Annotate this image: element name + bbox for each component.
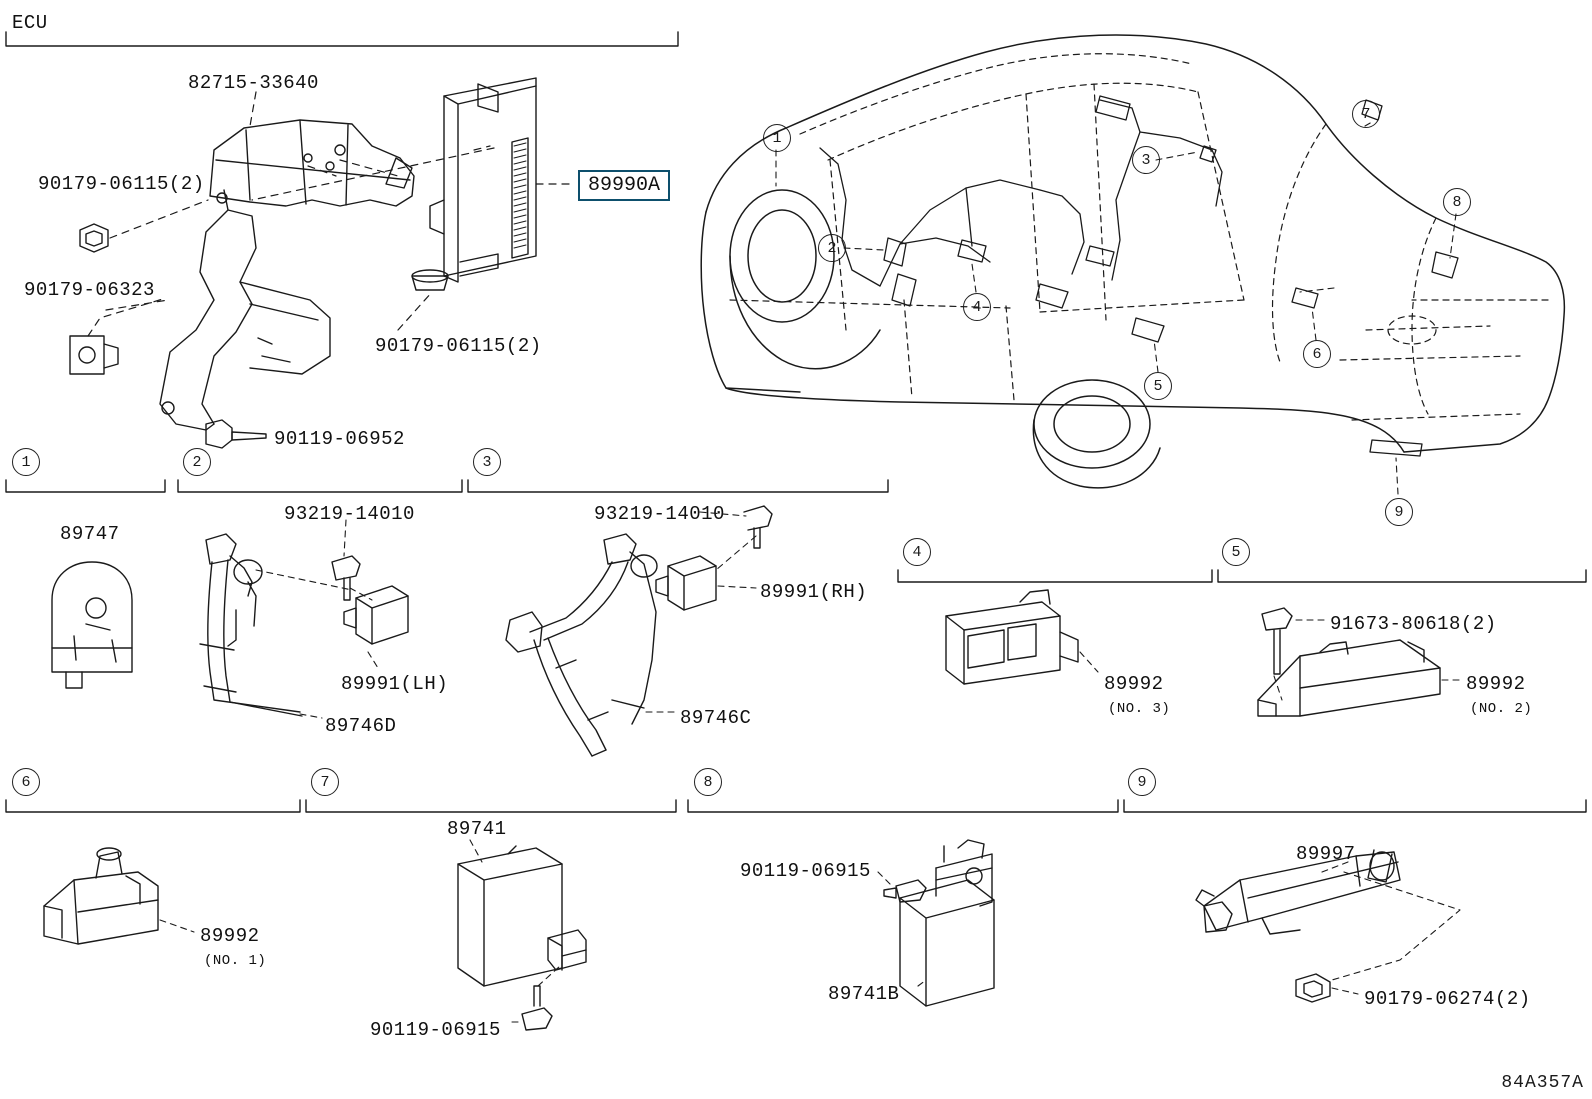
vehicle-wheels: [730, 190, 1160, 488]
part-sublabel-89992-no3: (NO. 3): [1108, 701, 1171, 717]
clip-90179-06323: [70, 336, 118, 374]
bracket-group-9: [1124, 800, 1586, 812]
nut-90179-06115-a: [80, 224, 108, 252]
vehicle-callout-1[interactable]: 1: [763, 124, 791, 152]
part-label-90179-06115-a: 90179-06115(2): [38, 173, 205, 195]
part-label-90179-06274: 90179-06274(2): [1364, 988, 1531, 1010]
bolt-90119-06915-g8: [884, 880, 926, 902]
part-sublabel-89992-no1: (NO. 1): [204, 953, 267, 969]
group-callout-1[interactable]: 1: [12, 448, 40, 476]
part-label-89746C: 89746C: [680, 707, 752, 729]
part-label-89992-no1: 89992: [200, 925, 260, 947]
bracket-group-6: [6, 800, 300, 812]
vehicle-callout-8[interactable]: 8: [1443, 188, 1471, 216]
vehicle-callout-2[interactable]: 2: [818, 234, 846, 262]
part-89992-no2-drawing: [1258, 640, 1440, 716]
group-callout-3[interactable]: 3: [473, 448, 501, 476]
grommet-90179-06274: [1296, 974, 1330, 1002]
part-89747-drawing: [52, 562, 132, 688]
group-callout-8[interactable]: 8: [694, 768, 722, 796]
part-label-82715-33640: 82715-33640: [188, 72, 319, 94]
part-label-89991-lh: 89991(LH): [341, 673, 449, 695]
group-callout-6[interactable]: 6: [12, 768, 40, 796]
part-89746C-drawing: [506, 534, 657, 756]
part-label-93219-14010-lh: 93219-14010: [284, 503, 415, 525]
part-label-89747: 89747: [60, 523, 120, 545]
section-title-ecu: ECU: [12, 12, 48, 34]
part-label-90119-06952: 90119-06952: [274, 428, 405, 450]
bracket-group-1: [6, 480, 165, 492]
part-label-89992-no3: 89992: [1104, 673, 1164, 695]
bolt-90119-06915-g7: [522, 986, 552, 1030]
part-89741-drawing: [458, 846, 586, 986]
group-callout-4[interactable]: 4: [903, 538, 931, 566]
part-label-93219-14010-rh: 93219-14010: [594, 503, 725, 525]
vehicle-callout-4[interactable]: 4: [963, 293, 991, 321]
group-callout-2[interactable]: 2: [183, 448, 211, 476]
drawing-code: 84A357A: [1501, 1073, 1584, 1093]
part-89746D-drawing: [200, 534, 302, 716]
part-label-89741: 89741: [447, 818, 507, 840]
vehicle-components: [884, 96, 1458, 456]
bracket-group-4: [898, 570, 1212, 582]
grommet-90179-06115-b: [412, 270, 448, 290]
ecu-module-89990A: [430, 78, 536, 282]
bolt-93219-14010-rh: [744, 506, 772, 548]
part-label-90119-06915-g7: 90119-06915: [370, 1019, 501, 1041]
bracket-group-8: [688, 800, 1118, 812]
vehicle-callout-3[interactable]: 3: [1132, 146, 1160, 174]
part-label-90179-06115-b: 90179-06115(2): [375, 335, 542, 357]
part-sublabel-89992-no2: (NO. 2): [1470, 701, 1533, 717]
bracket-group-2: [178, 480, 462, 492]
group-callout-7[interactable]: 7: [311, 768, 339, 796]
part-label-89741B: 89741B: [828, 983, 900, 1005]
bracket-group-7: [306, 800, 676, 812]
vehicle-details: [730, 54, 1548, 420]
vehicle-harness: [820, 100, 1222, 286]
bolt-91673-80618: [1262, 608, 1292, 674]
part-89992-no1-drawing: [44, 848, 158, 944]
part-label-89997: 89997: [1296, 843, 1356, 865]
bolt-90119-06952: [206, 420, 266, 448]
bracket-group-3: [468, 480, 888, 492]
part-89991-RH-drawing: [656, 556, 716, 610]
highlighted-part-89990A[interactable]: 89990A: [578, 170, 670, 201]
part-89741B-drawing: [900, 840, 994, 1006]
part-label-90179-06323: 90179-06323: [24, 279, 155, 301]
part-label-91673-80618: 91673-80618(2): [1330, 613, 1497, 635]
part-label-90119-06915-g8: 90119-06915: [740, 860, 871, 882]
part-label-89991-rh: 89991(RH): [760, 581, 868, 603]
bolt-93219-14010-lh: [332, 556, 360, 600]
ecu-bracket-part: [160, 120, 414, 430]
group-callout-5[interactable]: 5: [1222, 538, 1250, 566]
vehicle-callout-7[interactable]: 7: [1352, 100, 1380, 128]
part-label-89992-no2: 89992: [1466, 673, 1526, 695]
bracket-ecu: [6, 32, 678, 46]
vehicle-callout-9[interactable]: 9: [1385, 498, 1413, 526]
part-89992-no3-drawing: [946, 590, 1078, 684]
bracket-group-5: [1218, 570, 1586, 582]
vehicle-callout-6[interactable]: 6: [1303, 340, 1331, 368]
group-callout-9[interactable]: 9: [1128, 768, 1156, 796]
part-89991-LH-drawing: [344, 586, 408, 644]
vehicle-callout-5[interactable]: 5: [1144, 372, 1172, 400]
part-label-89746D: 89746D: [325, 715, 397, 737]
